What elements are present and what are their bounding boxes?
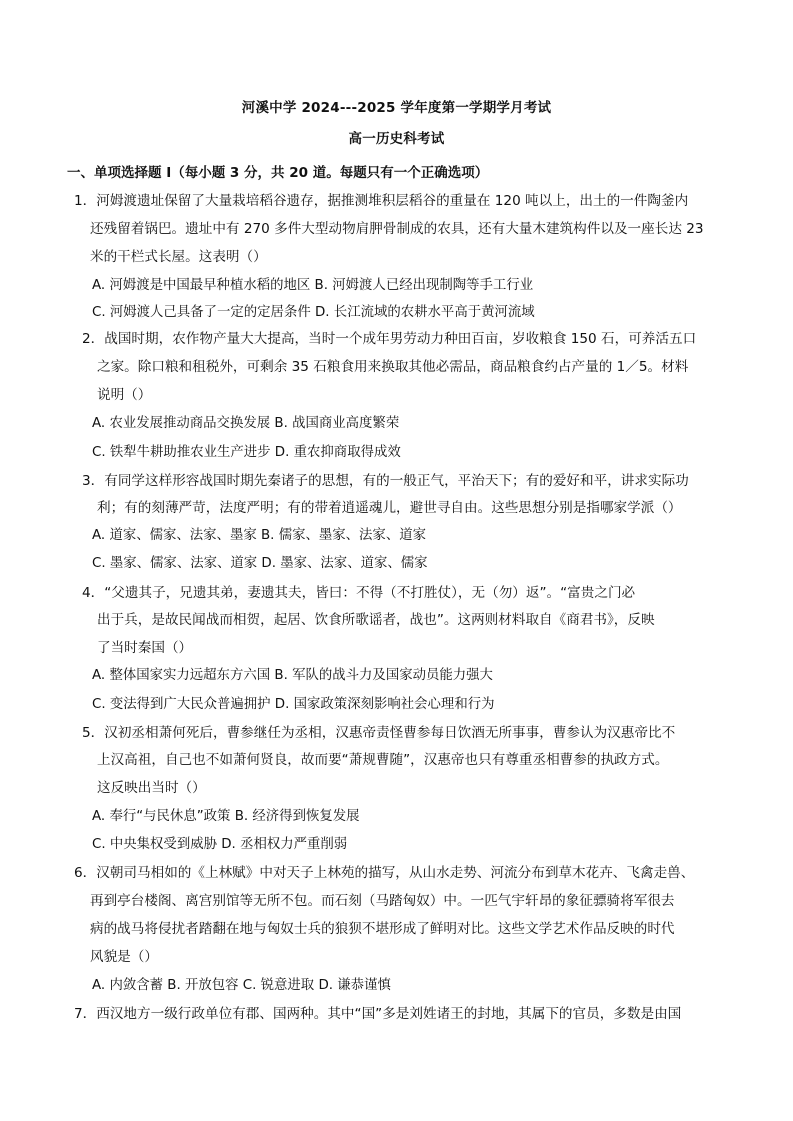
question-3-options-2: C. 墨家、儒家、法家、道家 D. 墨家、法家、道家、儒家 <box>92 556 428 571</box>
question-3-options-1: A. 道家、儒家、法家、墨家 B. 儒家、墨家、法家、道家 <box>92 528 426 543</box>
question-7-line-1: 7．西汉地方一级行政单位有郡、国两种。其中“国”多是刘姓诸王的封地，其属下的官员，多数是由国 <box>74 1006 682 1022</box>
question-2-options-2: C. 铁犁牛耕助推农业生产进步 D. 重农抑商取得成效 <box>92 445 401 460</box>
question-3-line-1: 3．有同学这样形容战国时期先秦诸子的思想，有的一般正气，平治天下；有的爱好和平，讲求实际功 <box>82 473 689 489</box>
question-4-line-1: 4．“父遗其子，兄遗其弟，妻遗其夫，皆曰：不得（不打胜仗），无（勿）返”。“富贵之门必 <box>82 585 636 601</box>
question-5-options-1: A. 奉行“与民休息”政策 B. 经济得到恢复发展 <box>92 809 360 824</box>
exam-title: 河溪中学 2024---2025 学年度第一学期学月考试 <box>241 100 552 116</box>
question-5-line-1: 5．汉初丞相萧何死后，曹参继任为丞相，汉惠帝责怪曹参每日饮酒无所事事，曹参认为汉惠帝比不 <box>82 725 676 741</box>
question-3-line-2: 利；有的刻薄严苛，法度严明；有的带着逍遥魂儿，避世寻自由。这些思想分别是指哪家学派（） <box>97 500 682 516</box>
question-1-line-3: 米的干栏式长屋。这表明（） <box>90 249 267 265</box>
question-6-line-1: 6．汉朝司马相如的《上林赋》中对天子上林苑的描写，从山水走势、河流分布到草木花卉、飞禽走兽、 <box>74 865 695 881</box>
question-1-options-1: A. 河姆渡是中国最早种植水稻的地区 B. 河姆渡人已经出现制陶等手工行业 <box>92 278 534 293</box>
question-6-line-2: 再到亭台楼阁、离宫别馆等无所不包。而石刻（马踏匈奴）中。一匹气宇轩昂的象征骠骑将军很去 <box>90 893 675 909</box>
question-6-options-1: A. 内敛含蓄 B. 开放包容 C. 锐意进取 D. 谦恭谨慎 <box>92 978 391 993</box>
question-2-options-1: A. 农业发展推动商品交换发展 B. 战国商业高度繁荣 <box>92 416 400 431</box>
question-1-line-2: 还残留着锅巴。遗址中有 270 多件大型动物肩胛骨制成的农具，还有大量木建筑构件以及一座长达 23 <box>90 221 704 237</box>
section-heading: 一、单项选择题 I（每小题 3 分，共 20 道。每题只有一个正确选项） <box>67 165 489 181</box>
question-5-line-2: 上汉高祖，自己也不如萧何贤良，故而要“萧规曹随”，汉惠帝也只有尊重丞相曹参的执政方式。 <box>97 752 669 768</box>
exam-subtitle: 高一历史科考试 <box>348 131 445 147</box>
question-1-line-1: 1．河姆渡遗址保留了大量栽培稻谷遗存，据推测堆积层稻谷的重量在 120 吨以上，出土的一件陶釜内 <box>74 193 689 209</box>
question-6-line-4: 风貌是（） <box>90 949 158 965</box>
question-4-options-2: C. 变法得到广大民众普遍拥护 D. 国家政策深刻影响社会心理和行为 <box>92 697 495 712</box>
question-5-options-2: C. 中央集权受到威胁 D. 丞相权力严重削弱 <box>92 837 348 852</box>
question-4-line-3: 了当时秦国（） <box>97 640 193 656</box>
question-2-line-3: 说明（） <box>97 387 152 403</box>
question-4-options-1: A. 整体国家实力远超东方六国 B. 军队的战斗力及国家动员能力强大 <box>92 668 493 683</box>
question-2-line-1: 2．战国时期，农作物产量大大提高，当时一个成年男劳动力种田百亩，岁收粮食 150 石，可养活五口 <box>82 331 697 347</box>
question-1-options-2: C. 河姆渡人己具备了一定的定居条件 D. 长江流域的农耕水平高于黄河流域 <box>92 305 535 320</box>
question-6-line-3: 病的战马将侵扰者踏翻在地与匈奴士兵的狼狈不堪形成了鲜明对比。这些文学艺术作品反映的时代 <box>90 921 675 937</box>
question-2-line-2: 之家。除口粮和租税外，可剩余 35 石粮食用来换取其他必需品，商品粮食约占产量的 1／5。材料 <box>97 359 689 375</box>
question-5-line-3: 这反映出当时（） <box>97 780 206 796</box>
question-4-line-2: 出于兵，是故民闻战而相贺，起居、饮食所歌谣者，战也”。这两则材料取自《商君书》，反映 <box>97 612 655 628</box>
